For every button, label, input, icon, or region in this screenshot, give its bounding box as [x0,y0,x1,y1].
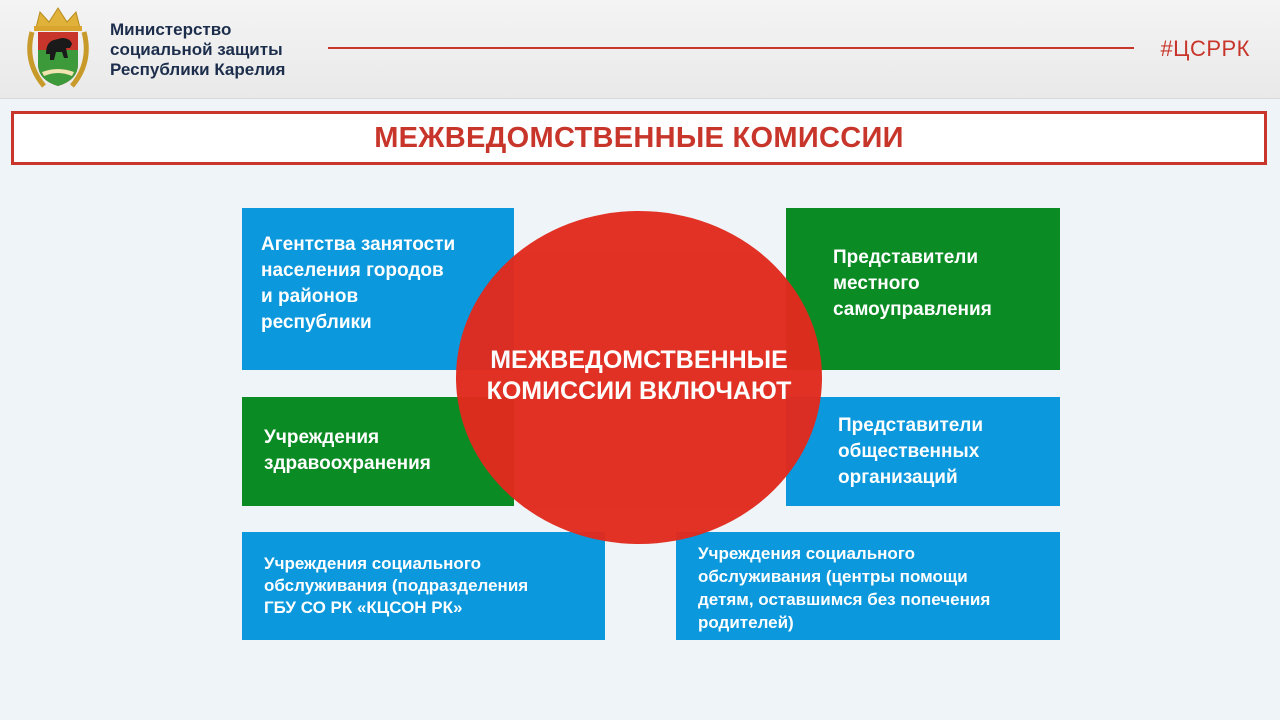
header-divider [328,47,1134,49]
box-social-service-kcson [242,532,605,640]
karelia-coat-of-arms-icon [22,6,94,92]
box-text-line: родителей) [698,613,794,632]
box-text-line: местного [833,273,920,294]
box-text-line: организаций [838,467,958,488]
center-circle [456,211,822,544]
center-text-line: МЕЖВЕДОМСТВЕННЫЕ [490,345,788,374]
hashtag: #ЦСРРК [1160,36,1250,61]
box-text-line: Представители [838,415,984,436]
box-text-line: Учреждения социального [698,544,916,563]
box-text-line: Учреждения [264,427,380,448]
box-text-line: населения городов [261,260,444,281]
box-text-line: Агентства занятости [261,234,456,255]
page-title: МЕЖВЕДОМСТВЕННЫЕ КОМИССИИ [374,121,904,154]
ministry-line: Республики Карелия [110,60,286,79]
ministry-line: Министерство [110,20,232,39]
header [0,0,1280,99]
box-text-line: здравоохранения [264,453,431,474]
box-text-line: ГБУ СО РК «КЦСОН РК» [264,598,463,617]
box-text-line: общественных [838,441,980,462]
title-banner [11,111,1267,165]
box-text-line: Учреждения социального [264,554,482,573]
box-local-government [786,208,1060,370]
ministry-name [110,20,285,80]
box-social-service-children-centers [676,532,1060,640]
box-public-organizations [786,397,1060,506]
box-text-line: Представители [833,247,979,268]
box-text-line: детям, оставшимся без попечения [698,590,991,609]
box-text-line: республики [261,312,372,333]
box-text-line: и районов [261,286,359,307]
box-text-line: обслуживания (подразделения [264,576,529,595]
center-text-line: КОМИССИИ ВКЛЮЧАЮТ [486,376,792,405]
box-text-line: обслуживания (центры помощи [698,567,968,586]
box-text-line: самоуправления [833,299,992,320]
ministry-line: социальной защиты [110,40,283,59]
